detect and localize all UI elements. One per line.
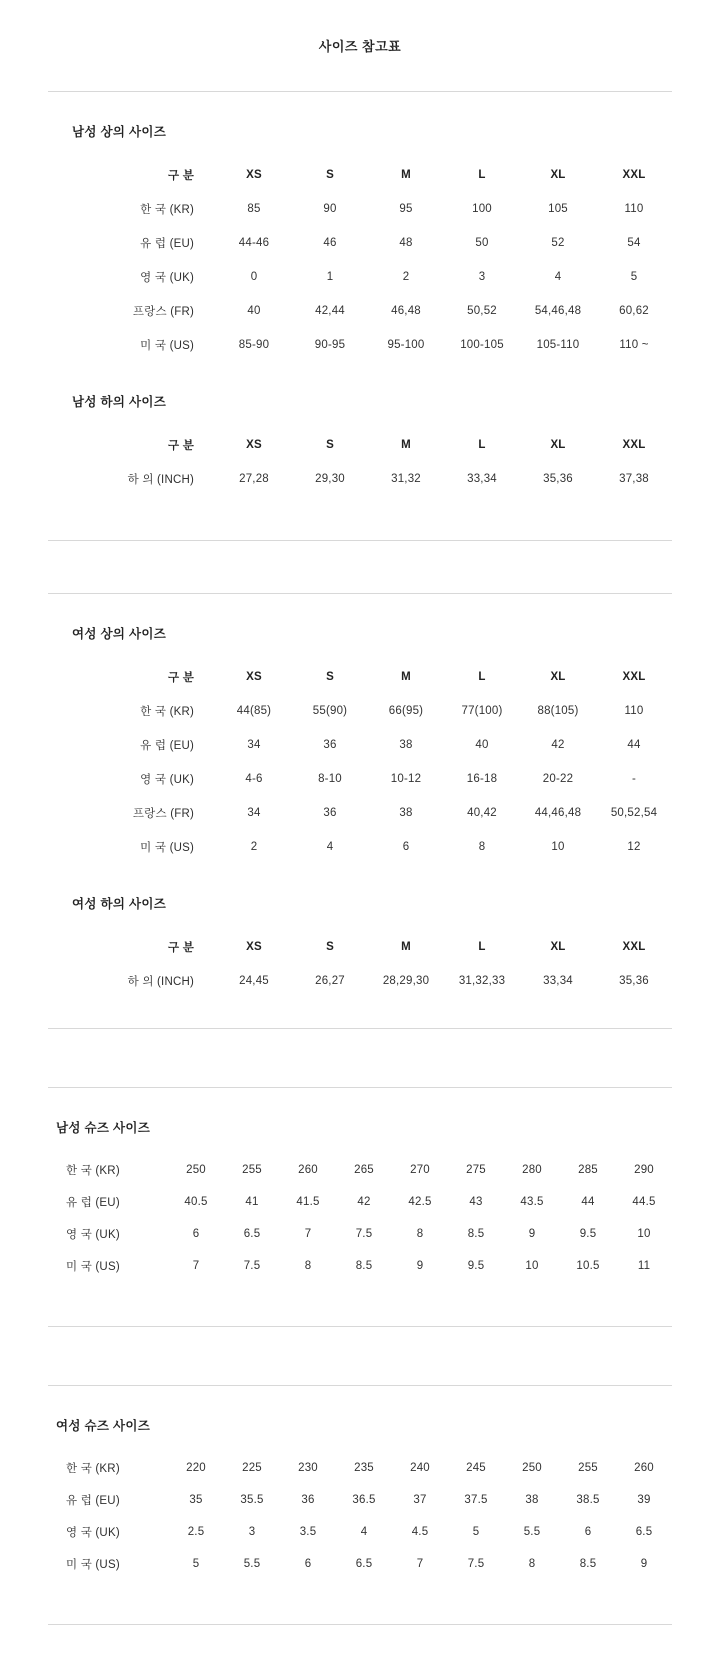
cell: 20-22 [542,773,574,785]
cell: 36 [323,807,337,819]
cell: 50,52 [467,305,497,317]
column-header: XL [550,671,566,683]
cell: 42 [551,739,565,751]
cell: 6 [584,1526,592,1538]
column-header: L [478,169,486,181]
column-header: XL [550,169,566,181]
cell: 37.5 [464,1494,488,1506]
cell: 6 [402,841,410,853]
table-row [48,294,672,328]
cell: 270 [410,1164,430,1176]
row-label: 프랑스 (FR) [132,808,194,820]
row-label: 영 국 (UK) [140,774,194,786]
column-header: S [326,439,334,451]
cell: 7 [304,1228,312,1240]
cell: 7 [192,1260,200,1272]
cell: 16-18 [466,773,498,785]
row-label: 미 국 (US) [66,1261,120,1273]
cell: 105-110 [536,339,580,351]
cell: 4 [326,841,334,853]
row-label: 하 의 (INCH) [127,474,194,486]
cell: 255 [578,1462,598,1474]
divider-before-women-shoes [48,1385,672,1386]
column-header: M [401,671,411,683]
row-label: 한 국 (KR) [66,1165,120,1177]
cell: 5 [630,271,638,283]
cell: 12 [627,841,641,853]
column-header: M [401,439,411,451]
cell: 39 [637,1494,651,1506]
cell: 90-95 [314,339,346,351]
column-header: L [478,439,486,451]
cell: 220 [186,1462,206,1474]
table-row [48,462,672,496]
cell: 42 [357,1196,371,1208]
cell: 8.5 [579,1558,597,1570]
cell: 38.5 [576,1494,600,1506]
cell: 2 [402,271,410,283]
cell: 46,48 [391,305,421,317]
cell: 55(90) [312,705,348,717]
cell: 105 [548,203,568,215]
cell: 5.5 [523,1526,541,1538]
divider-before-women-apparel [48,593,672,594]
cell: 6 [192,1228,200,1240]
table-men-bottom [48,428,672,496]
cell: 260 [298,1164,318,1176]
group-title-men-shoes: 남성 슈즈 사이즈 [56,1121,151,1135]
cell: 88(105) [537,705,579,717]
cell: 35,36 [543,473,573,485]
cell: 0 [250,271,258,283]
cell: 9.5 [579,1228,597,1240]
cell: 4.5 [411,1526,429,1538]
column-header: 구 분 [167,942,194,954]
cell: 95 [399,203,413,215]
cell: 110 [624,705,644,717]
cell: 38 [399,739,413,751]
cell: 6.5 [355,1558,373,1570]
cell: 85 [247,203,261,215]
column-header: S [326,941,334,953]
table-row [48,328,672,362]
table-header-row [48,158,672,192]
cell: 10 [637,1228,651,1240]
cell: 7 [416,1558,424,1570]
group-title-women-top: 여성 상의 사이즈 [72,627,167,641]
table-row [48,192,672,226]
cell: 35 [189,1494,203,1506]
group-title-women-shoes: 여성 슈즈 사이즈 [56,1419,151,1433]
cell: 8 [416,1228,424,1240]
table-row [48,830,672,864]
cell: 90 [323,203,337,215]
cell: 46 [323,237,337,249]
cell: 8.5 [467,1228,485,1240]
column-header: XL [550,941,566,953]
cell: 35,36 [619,975,649,987]
cell: 5 [192,1558,200,1570]
cell: 40 [475,739,489,751]
table-row [48,796,672,830]
column-header: XXL [622,169,646,181]
cell: 42,44 [315,305,345,317]
cell: 48 [399,237,413,249]
table-row [48,226,672,260]
cell: 280 [522,1164,542,1176]
cell: 35.5 [240,1494,264,1506]
row-label: 한 국 (KR) [66,1463,120,1475]
cell: 3 [478,271,486,283]
table-row [48,1186,672,1218]
cell: 27,28 [239,473,269,485]
row-label: 영 국 (UK) [66,1527,120,1539]
cell: 41 [245,1196,259,1208]
cell: 44(85) [236,705,272,717]
table-row [48,1154,672,1186]
cell: 265 [354,1164,374,1176]
cell: 29,30 [315,473,345,485]
table-men-top [48,158,672,362]
group-title-men-top: 남성 상의 사이즈 [72,125,167,139]
cell: 10-12 [390,773,422,785]
cell: 4-6 [245,773,263,785]
cell: 36 [323,739,337,751]
group-title-women-bottom: 여성 하의 사이즈 [72,897,167,911]
cell: 40.5 [184,1196,208,1208]
column-header: XXL [622,439,646,451]
cell: 4 [360,1526,368,1538]
cell: 44.5 [632,1196,656,1208]
cell: 10.5 [576,1260,600,1272]
table-row [48,1250,672,1282]
cell: 4 [554,271,562,283]
cell: 44,46,48 [534,807,582,819]
cell: 77(100) [461,705,503,717]
cell: 8 [528,1558,536,1570]
column-header: S [326,671,334,683]
cell: 285 [578,1164,598,1176]
column-header: XS [246,439,262,451]
cell: 33,34 [543,975,573,987]
cell: 31,32,33 [458,975,506,987]
column-header: L [478,671,486,683]
cell: 34 [247,739,261,751]
cell: 95-100 [387,339,425,351]
cell: 100 [472,203,492,215]
column-header: XS [246,169,262,181]
cell: 9 [640,1558,648,1570]
cell: 8-10 [318,773,342,785]
cell: 290 [634,1164,654,1176]
cell: 36.5 [352,1494,376,1506]
table-row [48,260,672,294]
cell: 9 [528,1228,536,1240]
cell: 8.5 [355,1260,373,1272]
table-row [48,1218,672,1250]
table-men-shoes [48,1154,672,1282]
cell: 60,62 [619,305,649,317]
cell: 8 [478,841,486,853]
table-row [48,1484,672,1516]
cell: 2.5 [187,1526,205,1538]
cell: 50 [475,237,489,249]
cell: 36 [301,1494,315,1506]
table-row [48,762,672,796]
cell: 37,38 [619,473,649,485]
table-header-row [48,660,672,694]
table-women-bottom [48,930,672,998]
cell: 40,42 [467,807,497,819]
table-row [48,1452,672,1484]
cell: 5 [472,1526,480,1538]
cell: 3 [248,1526,256,1538]
cell: 110 ~ [619,339,649,351]
cell: 33,34 [467,473,497,485]
cell: 24,45 [239,975,269,987]
row-label: 유 럽 (EU) [140,238,194,250]
cell: 10 [525,1260,539,1272]
cell: 3.5 [299,1526,317,1538]
cell: 260 [634,1462,654,1474]
cell: 42.5 [408,1196,432,1208]
cell: 6 [304,1558,312,1570]
cell: 255 [242,1164,262,1176]
cell: 7.5 [243,1260,261,1272]
column-header: XS [246,671,262,683]
column-header: 구 분 [167,672,194,684]
cell: 50,52,54 [610,807,658,819]
row-label: 미 국 (US) [140,842,194,854]
table-row [48,1548,672,1580]
cell: 225 [242,1462,262,1474]
cell: 7.5 [467,1558,485,1570]
cell: 235 [354,1462,374,1474]
section-men-apparel [0,122,720,540]
column-header: XXL [622,671,646,683]
cell: 44 [581,1196,595,1208]
column-header: M [401,941,411,953]
cell: 26,27 [315,975,345,987]
table-header-row [48,428,672,462]
section-men-shoes [0,1118,720,1326]
cell: 44 [627,739,641,751]
row-label: 하 의 (INCH) [127,976,194,988]
cell: 240 [410,1462,430,1474]
cell: 8 [304,1260,312,1272]
column-header: XXL [622,941,646,953]
column-header: XL [550,439,566,451]
cell: 7.5 [355,1228,373,1240]
cell: 250 [522,1462,542,1474]
cell: 38 [399,807,413,819]
cell: 54,46,48 [534,305,582,317]
column-header: 구 분 [167,440,194,452]
column-header: S [326,169,334,181]
table-women-shoes [48,1452,672,1580]
section-women-shoes [0,1416,720,1624]
cell: 44-46 [238,237,270,249]
cell: 34 [247,807,261,819]
row-label: 미 국 (US) [66,1559,120,1571]
cell: 2 [250,841,258,853]
cell: 6.5 [635,1526,653,1538]
cell: 9.5 [467,1260,485,1272]
column-header: M [401,169,411,181]
cell: 54 [627,237,641,249]
row-label: 유 럽 (EU) [66,1197,120,1209]
cell: 43.5 [520,1196,544,1208]
cell: 38 [525,1494,539,1506]
cell: 230 [298,1462,318,1474]
table-row [48,964,672,998]
divider-before-men-shoes [48,1087,672,1088]
row-label: 프랑스 (FR) [132,306,194,318]
row-label: 영 국 (UK) [140,272,194,284]
row-label: 한 국 (KR) [140,204,194,216]
cell: 275 [466,1164,486,1176]
cell: 52 [551,237,565,249]
cell: 28,29,30 [382,975,430,987]
row-label: 유 럽 (EU) [66,1495,120,1507]
cell: 110 [624,203,644,215]
cell: 66(95) [388,705,424,717]
row-label: 한 국 (KR) [140,706,194,718]
page-title: 사이즈 참고표 [318,39,402,54]
cell: 37 [413,1494,427,1506]
cell: 245 [466,1462,486,1474]
cell: 43 [469,1196,483,1208]
cell: 1 [326,271,334,283]
table-row [48,1516,672,1548]
cell: 250 [186,1164,206,1176]
cell: 6.5 [243,1228,261,1240]
column-header: L [478,941,486,953]
cell: 10 [551,841,565,853]
column-header: XS [246,941,262,953]
row-label: 미 국 (US) [140,340,194,352]
cell: 5.5 [243,1558,261,1570]
cell: - [631,773,637,785]
section-women-apparel [0,624,720,1028]
cell: 11 [637,1260,651,1272]
table-row [48,694,672,728]
row-label: 영 국 (UK) [66,1229,120,1241]
table-row [48,728,672,762]
table-women-top [48,660,672,864]
cell: 100-105 [460,339,504,351]
cell: 31,32 [391,473,421,485]
cell: 40 [247,305,261,317]
group-title-men-bottom: 남성 하의 사이즈 [72,395,167,409]
cell: 85-90 [238,339,270,351]
cell: 41.5 [296,1196,320,1208]
divider-top [48,91,672,92]
column-header: 구 분 [167,170,194,182]
cell: 9 [416,1260,424,1272]
table-header-row [48,930,672,964]
row-label: 유 럽 (EU) [140,740,194,752]
